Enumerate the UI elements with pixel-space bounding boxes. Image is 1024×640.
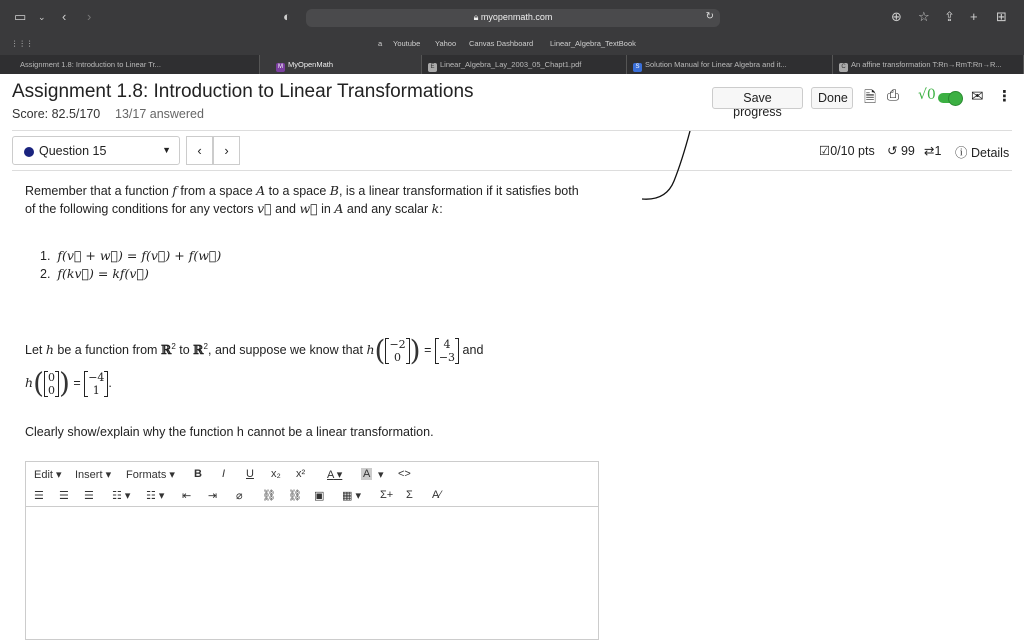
details-button[interactable] xyxy=(955,143,1009,161)
shield-icon[interactable]: ◐ xyxy=(283,9,291,24)
math-entry-toggle[interactable] xyxy=(938,93,962,103)
unlink-icon[interactable]: ⛓ xyxy=(288,490,302,502)
reload-icon[interactable]: ↻ xyxy=(705,11,714,22)
page-content xyxy=(0,74,1024,640)
tab-label: Assignment 1.8: Introduction to Linear Tr... xyxy=(20,60,161,69)
input-vector-1: −2 0 xyxy=(385,338,409,364)
condition-1: 1. f(v⃗ + w⃗) = f(v⃗) + f(w⃗) xyxy=(40,248,222,263)
question-selector[interactable] xyxy=(12,136,180,165)
retry-icon: ↺ xyxy=(887,144,898,158)
tab-label: MyOpenMath xyxy=(288,60,334,69)
browser-chrome xyxy=(0,0,1024,74)
source-code-button[interactable]: <> xyxy=(398,468,411,480)
mail-icon[interactable]: ✉ xyxy=(971,88,984,105)
text-color-button[interactable]: A ▾ xyxy=(327,469,343,481)
answered-count: 13/17 answered xyxy=(115,107,204,121)
attempts-info xyxy=(887,143,915,158)
tab-assignment[interactable] xyxy=(0,55,260,74)
tab-affine[interactable] xyxy=(833,55,1024,74)
status-dot-icon xyxy=(24,147,34,157)
outdent-icon[interactable]: ⇤ xyxy=(182,490,192,502)
back-icon[interactable]: ‹ xyxy=(62,9,67,24)
tab-label: Linear_Algebra_Lay_2003_05_Chapt1.pdf xyxy=(440,60,582,69)
pdf-icon: E xyxy=(428,63,437,72)
attachment-icon[interactable]: ⌀ xyxy=(236,490,243,502)
highlight-color-button[interactable]: A xyxy=(363,468,371,480)
editor-menubar xyxy=(26,464,598,486)
browser-toolbar xyxy=(0,0,1024,35)
editor-toolbar xyxy=(26,485,598,507)
conditions-list xyxy=(40,247,221,283)
document-icon[interactable]: 🗎︎ xyxy=(864,89,877,106)
superscript-button[interactable]: x² xyxy=(296,468,306,480)
bookmark-folder-icon: a xyxy=(378,39,383,48)
bookmark-yahoo[interactable]: Yahoo xyxy=(435,39,457,48)
numbered-list-icon[interactable]: ☷ ▾ xyxy=(146,490,165,502)
tries-info xyxy=(924,143,941,158)
tab-pdf[interactable] xyxy=(422,55,627,74)
tab-strip xyxy=(0,55,1024,74)
new-tab-icon[interactable]: + xyxy=(970,9,978,24)
function-statement: Let h be a function from ℝ$^2$ to ℝ$^2$, and suppose we know that h( −2 0 ) = 4 −3 and xyxy=(25,333,484,367)
next-question-button[interactable] xyxy=(213,136,240,165)
divider xyxy=(12,170,1012,171)
edit-menu[interactable]: Edit ▾ xyxy=(34,469,62,481)
tab-label: An affine transformation T:Rn→RmT:Rn→R... xyxy=(851,60,1002,69)
caret-down-icon: ▼ xyxy=(162,145,171,155)
solution-icon: S xyxy=(633,63,642,72)
points-info xyxy=(819,143,875,158)
bookmark-youtube[interactable]: Youtube xyxy=(393,39,421,48)
lock-icon: 🔒︎ xyxy=(473,12,481,22)
output-vector-2: −4 1 xyxy=(84,371,108,397)
print-icon[interactable]: ⎙ xyxy=(887,87,900,104)
italic-button[interactable]: I xyxy=(222,468,226,480)
download-icon[interactable]: ⊕ xyxy=(891,9,902,24)
link-icon[interactable]: ⛓ xyxy=(262,490,276,502)
points-text: 0/10 pts xyxy=(830,144,875,158)
tab-solution-manual[interactable] xyxy=(627,55,833,74)
insert-menu[interactable]: Insert ▾ xyxy=(75,469,112,481)
chevron-left-icon: ‹ xyxy=(197,143,202,158)
sigma-icon[interactable]: Σ xyxy=(406,489,413,501)
subscript-button[interactable]: x₂ xyxy=(271,468,281,480)
align-center-icon[interactable]: ☰ xyxy=(59,490,69,502)
spellcheck-icon[interactable]: A⁄ xyxy=(432,489,442,501)
chevron-down-icon[interactable]: ⌄ xyxy=(38,12,46,22)
page-title: Assignment 1.8: Introduction to Linear Transformations xyxy=(12,81,474,102)
bookmark-star-icon[interactable]: ☆ xyxy=(918,9,930,24)
myopenmath-icon: M xyxy=(278,64,283,70)
math-entry-icon[interactable]: √0 xyxy=(918,87,936,103)
details-label: Details xyxy=(971,146,1010,160)
chevron-right-icon: › xyxy=(224,143,229,158)
bullet-list-icon[interactable]: ☷ ▾ xyxy=(112,490,131,502)
url-text: myopenmath.com xyxy=(480,12,553,22)
tab-label: Solution Manual for Linear Algebra and it... xyxy=(645,60,787,69)
tab-myopenmath[interactable] xyxy=(260,55,422,74)
divider xyxy=(12,130,1012,131)
math-icon[interactable]: Σ+ xyxy=(380,489,394,501)
caret-down-icon[interactable]: ▾ xyxy=(378,469,384,481)
input-vector-2: 0 0 xyxy=(44,371,59,397)
bookmarks-bar xyxy=(0,35,1024,53)
align-left-icon[interactable]: ☰ xyxy=(34,490,44,502)
sidebar-toggle-icon[interactable]: ▭ xyxy=(14,9,27,24)
function-statement-2: h( 0 0 ) = −4 1. xyxy=(25,366,112,400)
condition-2: 2. f(kv⃗) = kf(v⃗) xyxy=(40,266,149,281)
align-right-icon[interactable]: ☰ xyxy=(84,490,94,502)
save-progress-button[interactable]: Save progress xyxy=(712,87,803,109)
attempts-text: 99 xyxy=(900,144,915,158)
chegg-icon: C xyxy=(839,63,848,72)
bold-button[interactable]: B xyxy=(194,468,202,480)
image-icon[interactable]: ▣ xyxy=(314,490,325,502)
share-icon[interactable]: ⇪ xyxy=(944,9,955,24)
more-options-icon[interactable]: ⋮ xyxy=(997,88,1012,105)
swap-icon: ⇄ xyxy=(924,144,935,158)
formats-menu[interactable]: Formats ▾ xyxy=(126,469,175,481)
previous-question-button[interactable] xyxy=(186,136,213,165)
checkbox-icon: ☑ xyxy=(819,144,831,158)
underline-button[interactable]: U xyxy=(246,468,254,480)
bookmark-canvas[interactable]: Canvas Dashboard xyxy=(469,39,534,48)
editor-body[interactable] xyxy=(26,508,598,639)
ink-stroke xyxy=(636,131,706,201)
tries-text: 1 xyxy=(934,144,942,158)
address-bar[interactable] xyxy=(306,9,720,27)
indent-icon[interactable]: ⇥ xyxy=(208,490,218,502)
question-selector-label: Question 15 xyxy=(39,144,107,158)
grid-icon[interactable]: ⋮⋮⋮ xyxy=(11,39,34,48)
output-vector-1: 4 −3 xyxy=(435,338,459,364)
info-icon: ⓘ xyxy=(955,146,968,160)
score-text: Score: 82.5/170 xyxy=(12,107,101,121)
forward-icon[interactable]: › xyxy=(87,9,92,24)
table-icon[interactable]: ▦ ▾ xyxy=(342,490,361,502)
question-intro: Remember that a function f from a space A to a space B, is a linear transformation if it satisfies both of the following conditions for any vectors v⃗ and w⃗ in A and any scalar k: xyxy=(25,183,579,216)
tab-overview-icon[interactable]: ⊞ xyxy=(996,9,1007,24)
question-prompt: Clearly show/explain why the function h cannot be a linear transformation. xyxy=(25,425,434,439)
bookmark-textbook[interactable]: Linear_Algebra_TextBook xyxy=(550,39,636,48)
done-button[interactable]: Done xyxy=(811,87,853,109)
answer-editor xyxy=(25,461,599,640)
